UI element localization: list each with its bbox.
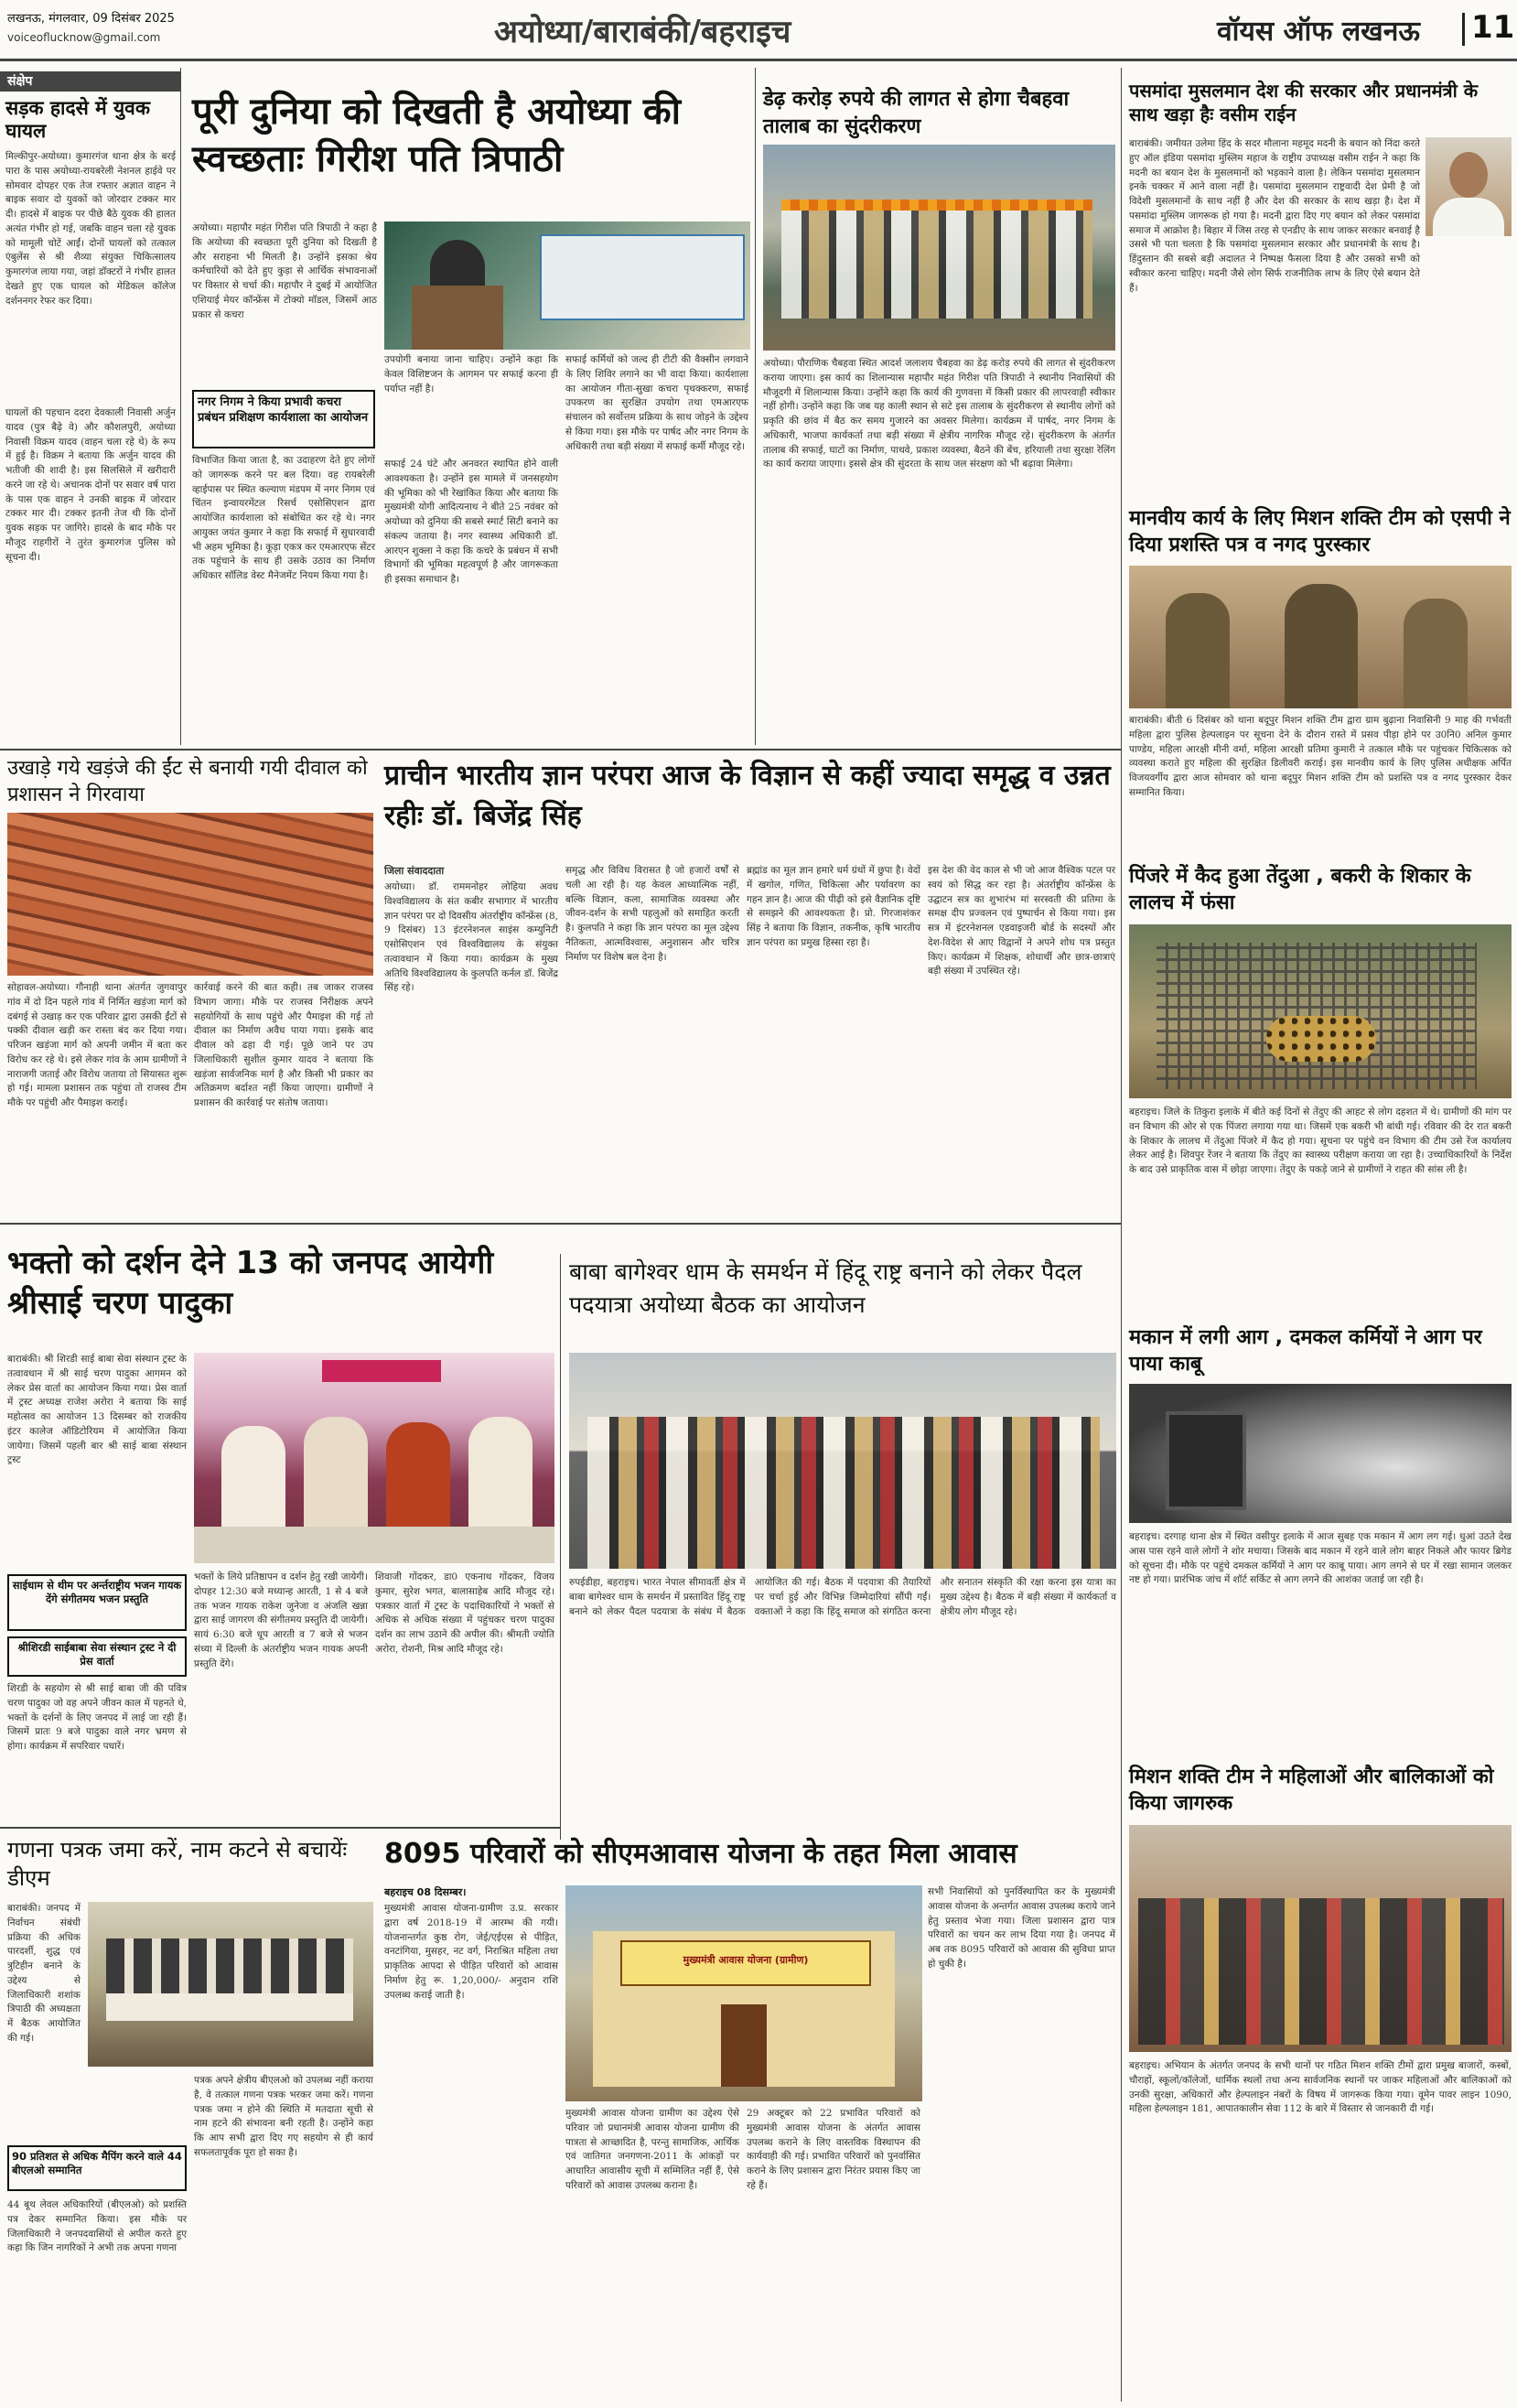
story1-body-b: उपयोगी बनाया जाना चाहिए। उन्होंने कहा कि केवल विशिष्टजन के आगमन पर सफाई करना ही पर्याप्त नहीं है। [384,354,558,394]
story11-headline: गणना पत्रक जमा करें, नाम कटने से बचायेंः डीएम [7,1837,348,1892]
house-door [721,2004,767,2087]
portrait-face [1449,152,1488,198]
story7-headline: पिंजरे में कैद हुआ तेंदुआ , बकरी के शिकार के लालच में फंसा [1129,865,1471,914]
story1-body-d: सफाई 24 घंटे और अनवरत स्थापित होने वाली आवश्यकता है। उन्होंने इस मामले में जनसहयोग की भूमिका को भी रेखांकित किया और बताया कि मुख्यमंत्री योगी आदित्यनाथ ने बीते 25 नवंबर को अयोध्या को दुनिया की सबसे स्मार्ट सिटी बनाने का संकल्प जताया है। नगर स्वास्थ्य अधिकारी डॉ. आरएन शुक्ला ने कहा कि कचरे के प्रबंधन में सभी विभागों की भूमिका महत्वपूर्ण है और जागरूकता ही इसका समाधान है। [384,459,558,585]
sidebar-body: मिल्कीपुर-अयोध्या। कुमारगंज थाना क्षेत्र के बरई पारा के पास अयोध्या-रायबरेली नेशनल हाईवे पर सोमवार दोपहर एक तेज रफ्तार अज्ञात वाहन ने बाइक सवार दो युवकों को जोरदार टक्कर मार दी। हादसे में बाइक पर पीछे बैठे युवक की हालत अत्यंत गंभीर हो गई, जबकि वाहन चला रहे युवक को मामूली चोटें आईं। दोनों घायलों को तत्काल एंबुलेंस से श्री शैव्या संयुक्त चिकित्सालय कुमारगंज लाया गया, जहां डॉक्टरों ने गंभीर हालत देखते हुए एक घायल को मेडिकल कॉलेज दर्शननगर रेफर कर दिया। [5,151,176,307]
story8-box1-text: साईधाम से थीम पर अर्न्तराष्ट्रीय भजन गायक देंगे संगीतमय भजन प्रस्तुति [12,1579,182,1605]
story13-photo [1129,1825,1512,2052]
story8-body-d: शिवाजी गोंदकर, डा0 एकनाथ गोंदकर, विजय कुमार, सुरेश भगत, बालासाहेब आदि मौजूद रहे। पत्रकार वार्ता में ट्रस्ट के पदाधिकारियों ने भक्तों से अधिक से अधिक संख्या में पहुंचकर चरण पादुका दर्शन का लाभ उठाने की अपील की। श्रीमती ज्योति अरोरा, रोशनी, मिश्र आदि मौजूद रहे। [375,1571,554,1655]
story11-body-c: पत्रक अपने क्षेत्रीय बीएलओ को उपलब्ध नहीं कराया है, वे तत्काल गणना पत्रक भरकर जमा करें। गणना पत्रक जमा न होने की स्थिति में मतदाता सूची से नाम हटने की संभावना बनी रहती है। उन्होंने कहा कि आप सभी द्वारा दिए गए सहयोग से ही कार्य सफलतापूर्वक पूरा हो सका है। [194,2075,373,2158]
podium [412,286,503,350]
story6-headline: प्राचीन भारतीय ज्ञान परंपरा आज के विज्ञान से कहीं ज्यादा समृद्ध व उन्नत रहीः डॉ. बिजेंद्र सिंह [384,760,1111,832]
masthead-email: voiceoflucknow@gmail.com [7,31,161,44]
story8-photo [194,1353,554,1563]
story6-body-b: समृद्ध और विविध विरासत है जो हजारों वर्षों से चली आ रही है। यह केवल आध्यात्मिक नहीं, बल्कि विज्ञान, कला, सामाजिक व्यवस्था और जीवन-दर्शन के सभी पहलुओं को समाहित करती है। कुलपति ने कहा कि ज्ञान परंपरा का मूल उद्देश्य नैतिकता, आत्मविश्वास, अनुशासन और चरित्र निर्माण पर विशेष बल देना है। [565,865,739,963]
story6-byline: जिला संवाददाता [384,865,445,877]
column-rule [1121,68,1122,2402]
group-row [587,1417,1100,1569]
story12-body-b: मुख्यमंत्री आवास योजना ग्रामीण का उद्देश्य ऐसे परिवार जो प्रधानमंत्री आवास योजना ग्रामीण की पात्रता से आच्छादित है, परन्तु सामाजिक, आर्थिक एवं जातिगत जनगणना-2011 के आंकड़ों पर आधारित आवासीय सूची में सम्मिलित नहीं हैं, ऐसे परिवारों को आवास उपलब्ध कराना है। [565,2108,739,2191]
story8-box2-text: श्रीशिरडी साईबाबा सेवा संस्थान ट्रस्ट ने दी प्रेस वार्ता [17,1641,177,1668]
story11-body-b: 44 बूथ लेवल अधिकारियों (बीएलओ) को प्रशस्ति पत्र देकर सम्मानित किया। इस मौके पर जिलाधिकारी ने जनपदवासियों से अपील करते हुए कहा कि जिन नागरिकों ने अभी तक अपना गणना [7,2199,187,2254]
story8-body-a: बाराबंकी। श्री शिरडी साई बाबा सेवा संस्थान ट्रस्ट के तत्वावधान में श्री साई चरण पादुका आगमन को लेकर प्रेस वार्ता का आयोजन किया गया। प्रेस वार्ता में ट्रस्ट अध्यक्ष राजेश अरोरा ने बताया कि साई महोत्सव का आयोजन 13 दिसम्बर को राजकीय इंटर कालेज ऑडिटोरियम में आयोजित किया जायेगा। जिसमें पहली बार श्री साई बाबा संस्थान ट्रस्ट [7,1354,187,1466]
story1-headline: पूरी दुनिया को दिखती है अयोध्या की स्वच्छताः गिरीश पति त्रिपाठी [192,91,681,180]
story1-body-c: विभाजित किया जाता है, का उदाहरण देते हुए लोगों को जागरूक करने पर बल दिया। वह रायबरेली व्हाईपास पर स्थित कल्याण मंडपम में नगर निगम एवं चिंतन इन्वायरमेंटल रिसर्च एसोसिएशन द्वारा आयोजित कार्यशाला को संबोधित कर रहे थे। नगर आयुक्त जयंत कुमार ने कहा कि सफाई में सुधारवादी भी अहम भूमिका है। कूड़ा एकत्र कर एमआरएफ सेंटर तक पहुंचाने के साथ ही उसके उठाव का निर्माण अधिकार सॉलिड वेस्ट मैनेजमेंट नियम किया गया है। [192,455,375,581]
story6-body-d: इस देश की वेद काल से भी जो आज वैश्विक पटल पर स्वयं को सिद्ध कर रहा है। अंतर्राष्ट्रीय कॉन्फ्रेंस के उद्घाटन सत्र का शुभारंभ मां सरस्वती की प्रतिमा के समक्ष दीप प्रज्वलन एवं पुष्पार्चन से किया गया। इस सत्र में इंटरनेशनल एडवाइजरी बोर्ड के सदस्यों और देश-विदेश से आए विद्वानों ने अपने शोध पत्र प्रस्तुत किए। कार्यक्रम में शिक्षक, शोधार्थी और छात्र-छात्राएं बड़ी संख्या में उपस्थित रहे। [928,865,1115,977]
story11-box [7,2145,187,2191]
officer-figure [1404,599,1468,708]
story11-box-text: 90 प्रतिशत से अधिक मैपिंग करने वाले 44 बीएलओ सम्मानित [12,2150,182,2176]
attendees [106,1938,353,1993]
brand-divider [1462,13,1465,46]
portrait-shoulders [1433,198,1504,236]
story13-headline: मिशन शक्ति टीम ने महिलाओं और बालिकाओं को किया जागरुक [1129,1766,1494,1815]
story4-body: बाराबंकी। बीती 6 दिसंबर को थाना बदूपुर मिशन शक्ति टीम द्वारा ग्राम बुढ़ाना निवासिनी 9 माह की गर्भवती महिला द्वारा पुलिस हेल्पलाइन पर सूचना देने के दौरान रास्ते में प्रसव पीड़ा होने पर उ0नि0 अनिल कुमार पाण्डेय, महिला आरक्षी मीनी वर्मा, महिला आरक्षी प्रतिमा कुमारी ने तत्काल मौके पर पहुंचकर चिकित्सक को व्यवस्था कराते हुए महिला की सुरक्षित डिलीवरी कराई। इस मानवीय कार्य के लिए पुलिस अधीक्षक अर्पित विजयवर्गीय द्वारा आज सोमवार को थाना बदूपुर मिशन शक्ति टीम को प्रशस्ति पत्र व नगद पुरस्कार देकर सम्मानित किया। [1129,715,1512,798]
story12-photo [565,1885,922,2101]
story13-body: बहराइच। अभियान के अंतर्गत जनपद के सभी थानों पर गठित मिशन शक्ति टीमों द्वारा प्रमुख बाजारों, कस्बों, चौराहों, स्कूलों/कॉलेजों, धार्मिक स्थलों तथा अन्य सार्वजनिक स्थानों पर जाकर महिलाओं और बालिकाओं को उनकी सुरक्षा, अधिकारों और हेल्पलाइन नंबरों के विषय में जागरूक किया गया। वूमेन पावर लाइन 1090, महिला हेल्पलाइन 181, आपातकालीन सेवा 112 के बारे में विस्तार से जानकारी दी गई। [1129,2060,1512,2115]
story10-headline: मकान में लगी आग , दमकल कर्मियों ने आग पर पाया काबू [1129,1326,1482,1376]
story8-headline: भक्तो को दर्शन देने 13 को जनपद आयेगी श्रीसाई चरण पादुका [7,1245,494,1323]
masthead [0,0,1517,59]
story4-photo [1129,566,1512,708]
story9-headline: बाबा बागेश्वर धाम के समर्थन में हिंदू राष्ट्र बनाने को लेकर पैदल पदयात्रा अयोध्या बैठक का आयोजन [569,1258,1082,1319]
meeting-table [106,1993,353,2021]
building-window [1166,1411,1246,1510]
marigold-garlands [781,200,1092,211]
story5-body-a: सोहावल-अयोध्या। गौनाही थाना अंतर्गत जुगवापुर गांव में दो दिन पहले गांव में निर्मित खड़ंजा मार्ग को दबंगई से उखाड़ कर एक परिवार द्वारा उसकी ईंटों से पक्की दीवाल खड़ी कर रास्ता बंद कर दिया गया। परिजन खड़ंजा मार्ग को अपनी जमीन में बता कर विरोध कर रहे थे। इसे लेकर गांव के आम ग्रामीणों ने नाराजगी जताई और विरोध जताया तो सियासत शुरू हो गई। मामला प्रशासन तक पहुंचा तो राजस्व टीम मौके पर पहुंची और पैमाइश कराई। [7,982,187,1108]
story12-dateline: बहराइच 08 दिसम्बर। [384,1886,467,1898]
story12-body-c: 29 अक्टूबर को 22 प्रभावित परिवारों को मुख्यमंत्री आवास योजना के अंतर्गत आवास उपलब्ध कराने के लिए वास्तविक विस्थापन की कार्यवाही की गई। प्रभावित परिवारों को पुनर्वासित कराने के लिए प्रशासन द्वारा निरंतर प्रयास किए जा रहे हैं। [747,2108,920,2191]
column-rule [560,1254,561,1840]
story12-body-d: सभी निवासियों को पुनर्विस्थापित कर के मुख्यमंत्री आवास योजना के अन्तर्गत आवास उपलब्ध कराये जाने हेतु प्रस्ताव भेजा गया। जिला प्रशासन द्वारा पात्र परिवारों का चयन कर लाभ दिया गया है। जनपद में अब तक 8095 परिवारों को आवास की सुविधा प्राप्त हो चुकी है। [928,1886,1115,1970]
story2-body: अयोध्या। पौराणिक चैबहवा स्थित आदर्श जलाशय चैबहवा का डेढ़ करोड़ रुपये की लागत से सुंदरीकरण कराया जाएगा। इस कार्य का शिलान्यास महापौर महंत गिरीश पति त्रिपाठी ने स्थानीय निवासियों की मौजूदगी में शिलान्यास किया। उन्होंने कहा कि कार्य की गुणवत्ता में किसी प्रकार की लापरवाही स्वीकार नहीं होगी। उन्होंने कहा कि जब यह काली स्थान से सटे इस तालाब के सुंदरीकरण से स्थानीय लोगों को प्रकृति की छांव में बैठ कर समय गुजारने का अवसर मिलेगा। कार्यक्रम में पार्षद, नगर निगम के अधिकारी, भाजपा कार्यकर्ता तथा बड़ी संख्या में क्षेत्रीय नागरिक मौजूद रहे। सुंदरीकरण के अंतर्गत तालाब की सफाई, घाटों का निर्माण, पाथवे, प्रकाश व्यवस्था, बैठने की बेंच, हरियाली तथा सुरक्षा रेलिंग का कार्य कराया जाएगा। इससे क्षेत्र की सुंदरता के साथ जल संरक्षण को भी बढ़ावा मिलेगा। [763,358,1115,470]
house-sign-text: मुख्यमंत्री आवास योजना (ग्रामीण) [683,1954,809,1966]
section-rule [0,1827,560,1829]
banner [540,234,745,320]
story11-photo [88,1902,373,2067]
dateline: लखनऊ, मंगलवार, 09 दिसंबर 2025 [7,12,175,26]
story9-body: रुपईडीहा, बहराइच। भारत नेपाल सीमावर्ती क्षेत्र में बाबा बागेश्वर धाम के समर्थन में प्रस्तावित हिंदू राष्ट्र बनाने को लेकर पैदल पदयात्रा के संबंध में बैठक आयोजित की गई। बैठक में पदयात्रा की तैयारियों पर चर्चा हुई और विभिन्न जिम्मेदारियां सौंपी गईं। वक्ताओं ने कहा कि हिंदू समाज को संगठित करना और सनातन संस्कृति की रक्षा करना इस यात्रा का मुख्य उद्देश्य है। बैठक में बड़ी संख्या में कार्यकर्ता व क्षेत्रीय लोग मौजूद रहे। [569,1577,1116,1617]
panel-figure [221,1426,285,1536]
audience [1138,1898,1504,2045]
story5-headline: उखाड़े गये खड़ंजे की ईंट से बनायी गयी दीवाल को प्रशासन ने गिरवाया [7,757,368,806]
story5-body-b: कार्रवाई करने की बात कही। तब जाकर राजस्व विभाग जागा। मौके पर राजस्व निरीक्षक अपने सहयोगियों के साथ पहुंचे और पैमाइश की गई तो दीवाल का निर्माण अवैध पाया गया। इसके बाद दीवाल को ढहा दी गई। पूछे जाने पर उप जिलाधिकारी सुशील कुमार यादव ने बताया कि खड़ंजा सार्वजनिक मार्ग है और किसी भी प्रकार का अतिक्रमण बर्दाश्त नहीं किया जाएगा। ग्रामीणों ने प्रशासन की कार्रवाई पर संतोष जताया। [194,982,373,1108]
page-number: 11 [1471,9,1515,46]
story1-box [192,390,375,448]
story3-body: बाराबंकी। जमीयत उलेमा हिंद के सदर मौलाना महमूद मदनी के बयान को निंदा करते हुए ऑल इंडिया पसमांदा मुस्लिम महाज के राष्ट्रीय उपाध्यक्ष वसीम राईन ने कहा कि मदनी का बयान देश के मुसलमानों को भड़काने वाला है। लेकिन पसमांदा मुसलमान इनके चक्कर में आने वाला नहीं है। पसमांदा मुसलमान राष्ट्रवादी देश प्रेमी है जो विदेशी मुसलमानों के साथ नहीं है और देश की सरकार के साथ खड़ा है। देश में पसमांदा मुस्लिम जागरूक हो गया है। मदनी द्वारा दिए गए बयान को लेकर पसमांदा समाज में आक्रोश है। बिहार में जिस तरह से एनडीए के साथ जाकर सरकार बनवाई है उससे भी पता चलता है कि पसमांदा मुसलमान सरकार और प्रधानमंत्री के साथ है। हिंदुस्तान की सबसे बड़ी अदालत ने निष्पक्ष फैसला दिया है और उसको सभी को स्वीकार करना चाहिए। मदनी जैसे लोग सिर्फ राजनीतिक लाभ के लिए ऐसे बयान देते हैं। [1129,138,1420,294]
story4-headline: मानवीय कार्य के लिए मिशन शक्ति टीम को एसपी ने दिया प्रशस्ति पत्र व नगद पुरस्कार [1129,507,1511,557]
column-rule [180,68,181,745]
panel-figure [304,1417,368,1536]
brand-name: वॉयस ऑफ लखनऊ [1217,16,1420,48]
group-figures [781,209,1092,319]
sidebar-body-2: घायलों की पहचान ददरा देवकाली निवासी अर्जुन यादव (पुत्र बैढ़े वे) और कौशलपुरी, अयोध्या निवासी विक्रम यादव (वाहन चला रहे थे) के रूप में हुई है। विक्रम ने बताया कि अर्जुन यादव की भतीजी की शादी है। इस सिलसिले में खरीदारी करने जा रहे थे। अचानक दोनों पर सवार वर्ष पारा के पास एक वाहन ने उनकी बाइक में जोरदार टक्कर मार दी। टक्कर इतनी तेज थी कि दोनों युवक सड़क पर जागिरे। हादसे के बाद मौके पर मौजूद राहगीरों ने तुरंत कुमारगंज पुलिस को सूचना दी। [5,407,176,563]
story10-photo [1129,1384,1512,1523]
story1-body-e: सफाई कर्मियों को जल्द ही टीटी की वैक्सीन लगवाने के लिए शिविर लगाने का भी वादा किया। कार्यशाला का आयोजन गीता-सुखा कचरा पृथक्करण, सफाई उपकरण का सुरक्षित उपयोग तथा एमआरएफ संचालन को सर्वोत्तम प्रक्रिया के साथ जोड़ने के उद्देश्य से किया गया। इस मौके पर पार्षद और नगर निगम के अधिकारी तथा बड़ी संख्या में सफाई कर्मी मौजूद रहे। [565,354,748,452]
story2-photo [763,145,1115,351]
story7-photo [1129,924,1512,1098]
story7-body: बहराइच। जिले के तिकुरा इलाके में बीते कई दिनों से तेंदुए की आहट से लोग दहशत में थे। ग्रामीणों की मांग पर वन विभाग की ओर से एक पिंजरा लगाया गया था। जिसमें एक बकरी भी बांधी गई। रविवार की देर रात बकरी के शिकार के लालच में तेंदुआ पिंजरे में कैद हो गया। सूचना पर पहुंचे वन विभाग की टीम उसे रेंज कार्यालय लेकर आई है। शिवपुर रेंजर ने बताया कि तेंदुए का स्वास्थ्य परीक्षण कराया जा रहा है। उच्चाधिकारियों के निर्देश के बाद उसे प्राकृतिक वास में छोड़ा जाएगा। तेंदुए के पकड़े जाने से ग्रामीणों ने राहत की सांस ली है। [1129,1107,1512,1175]
story10-body: बहराइच। दरगाह थाना क्षेत्र में स्थित वसीपुर इलाके में आज सुबह एक मकान में आग लग गई। धुआं उठते देख आस पास रहने वाले लोगों ने शोर मचाया। जिसके बाद मकान में रहने वाले लोग बाहर निकले और फायर ब्रिगेड को सूचना दी। मौके पर पहुंचे दमकल कर्मियों ने आग पर काबू पाया। आग लगने से घर में रखा सामान जलकर नष्ट हो गया। प्रारंभिक जांच में शॉर्ट सर्किट से आग लगने की आशंका जताई जा रही है। [1129,1531,1512,1586]
panel-figure [386,1422,450,1536]
table [194,1527,554,1563]
story3-portrait [1426,137,1512,236]
story3-headline: पसमांदा मुसलमान देश की सरकार और प्रधानमंत्री के साथ खड़ा हैः वसीम राईन [1129,80,1479,126]
sidebar-tag: संक्षेप [0,71,180,92]
story8-body-b: शिरडी के सहयोग से श्री साई बाबा जी की पवित्र चरण पादुका जो वह अपने जीवन काल में पहनते थे, भक्तों के दर्शनों के लिए जनपद में लाई जा रही हैं। जिसमें प्रातः 9 बजे पादुका वाले नगर भ्रमण से होगा। कार्यक्रम में सपरिवार पधारें। [7,1683,187,1752]
banner-text [322,1360,441,1382]
section-rule [0,749,1121,750]
house-sign [620,1940,871,1986]
section-rule [0,1223,1121,1225]
story6-body-a: अयोध्या। डॉ. राममनोहर लोहिया अवध विश्वविद्यालय के संत कबीर सभागार में भारतीय ज्ञान परंपरा पर दो दिवसीय अंतर्राष्ट्रीय कॉन्फ्रेंस (8, 9 दिसंबर) 13 इंटरनेशनल साइंस कम्युनिटी एसोसिएशन एवं विश्वविद्यालय के संयुक्त तत्वावधान में किया गया। कार्यक्रम के मुख्य अतिथि विश्वविद्यालय के कुलपति कर्नल डॉ. बिजेंद्र सिंह रहे। [384,881,558,994]
sidebar-headline: सड़क हादसे में युवक घायल [5,97,150,142]
story9-photo [569,1353,1116,1569]
column-rule [755,68,756,745]
panel-figure [468,1417,533,1536]
leopard [1266,1016,1376,1062]
story8-box2 [7,1636,187,1677]
story8-body-c: भक्तों के लिये प्रतिष्ठापन व दर्शन हेतु रखी जायेगी। दोपहर 12:30 बजे मध्यान्ह आरती, 1 से 4 बजे तक भजन गायक राकेश जुनेजा व अंजलि खन्ना द्वारा साई जागरण की संगीतमय प्रस्तुति दी जायेगी। सायं 6:30 बजे धूप आरती व 7 बजे से भजन संध्या में दिल्ली के अंतर्राष्ट्रीय भजन गायक अपनी प्रस्तुति देंगे। [194,1571,368,1669]
story12-headline: 8095 परिवारों को सीएमआवास योजना के तहत मिला आवास [384,1838,1017,1870]
officer-figure [1166,593,1230,708]
officer-figure [1285,584,1358,708]
masthead-rule [0,59,1517,61]
story2-headline: डेढ़ करोड़ रुपये की लागत से होगा चैबहवा तालाब का सुंदरीकरण [763,88,1070,138]
story6-body-c: ब्रह्मांड का मूल ज्ञान हमारे धर्म ग्रंथों में छुपा है। वेदों में खगोल, गणित, चिकित्सा और पर्यावरण का गहन ज्ञान है। आज की पीढ़ी को इसे वैज्ञानिक दृष्टि से समझने की आवश्यकता है। प्रो. गिरजाशंकर सिंह ने बताया कि विज्ञान, तकनीक, कृषि भारतीय ज्ञान परंपरा का प्रमुख हिस्सा रहा है। [747,865,920,948]
story11-body-a: बाराबंकी। जनपद में निर्वाचन संबंधी प्रक्रिया की अधिक पारदर्शी, शुद्ध एवं त्रुटिहीन बनाने के उद्देश्य से जिलाधिकारी शशांक त्रिपाठी की अध्यक्षता में बैठक आयोजित की गई। [7,1903,81,2044]
story5-photo [7,813,373,976]
section-title: अयोध्या/बाराबंकी/बहराइच [494,14,791,50]
story1-photo [384,221,750,350]
story8-box1 [7,1574,187,1631]
story12-body-a: मुख्यमंत्री आवास योजना-ग्रामीण उ.प्र. सरकार द्वारा वर्ष 2018-19 में आरम्भ की गयी। योजनान्तर्गत कुष्ठ रोग, जेई/एईएस से पीड़ित, वनटांगिया, मुसहर, नट वर्ग, निराश्रित महिला तथा प्राकृतिक आपदा से पीड़ित परिवारों को आवास निर्माण हेतु रू. 1,20,000/- अनुदान राशि उपलब्ध कराई जाती है। [384,1903,558,2001]
story1-body-a: अयोध्या। महापौर महंत गिरीश पति त्रिपाठी ने कहा है कि अयोध्या की स्वच्छता पूरी दुनिया को दिखती है और सराहना भी मिलती है। उन्होंने इसका श्रेय कर्मचारियों को देते हुए कुड़ा से आर्थिक संभावनाओं पर विस्तार से चर्चा की। महापौर ने दुबई में आयोजित एशियाई मेयर कॉन्फ्रेंस में टोक्यो मॉडल, जिसमें आठ प्रकार से कचरा [192,222,377,320]
story1-box-title: नगर निगम ने किया प्रभावी कचरा प्रबंधन प्रशिक्षण कार्यशाला का आयोजन [198,395,369,425]
